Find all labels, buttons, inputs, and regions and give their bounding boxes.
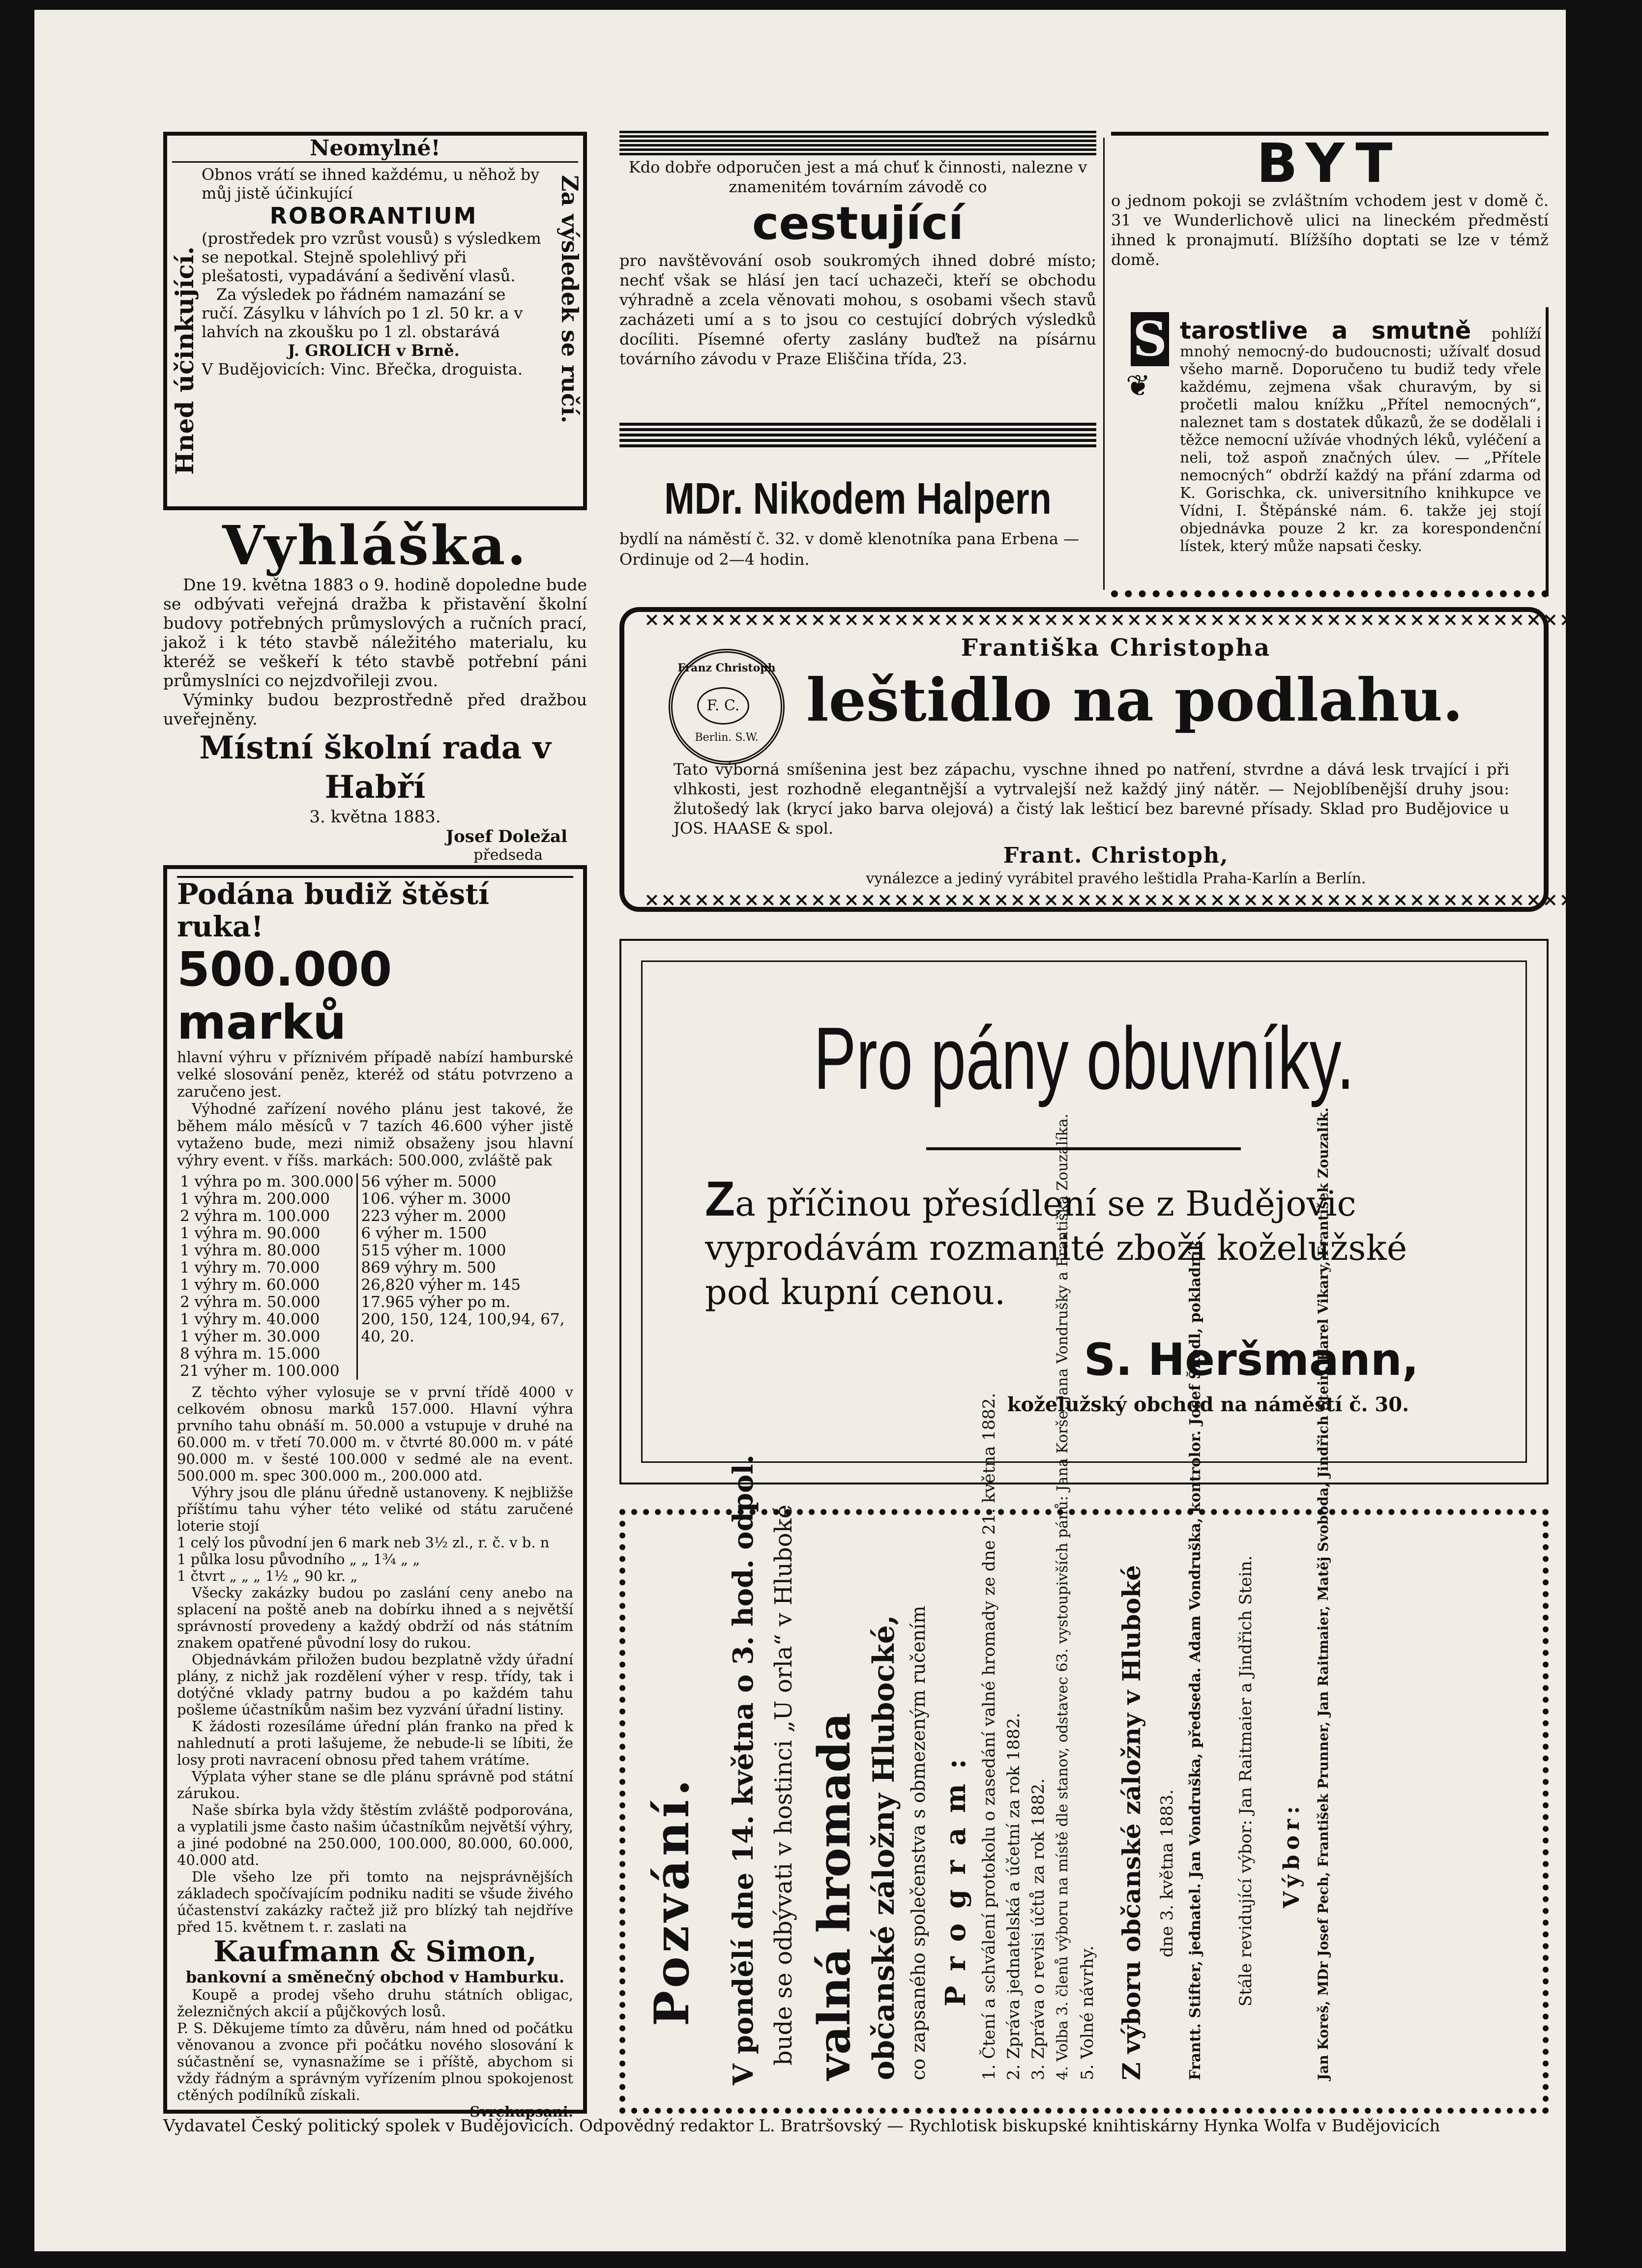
- byt-title: BYT: [1111, 132, 1549, 191]
- seal-mid-text: F. C.: [697, 687, 749, 725]
- pozvani-officers: Frantt. Stifter, jednatel. Jan Vondruška, předseda. Adam Vondruška, kontrolor. Josef Škedl, pokladník.: [1187, 1235, 1204, 2080]
- pozvani-when: V pondělí dne 14. května o 3. hod. odpol.: [727, 1454, 760, 2085]
- pozvani-committee: Z výboru občanské záložny v Hluboké: [1117, 1565, 1146, 2080]
- lottery-price-whole: 1 celý los původní jen 6 mark neb 3½ zl., r. č. v b. n: [177, 1534, 550, 1551]
- neomylne-guarantee: Za výsledek po řádném namazání se ručí. Zásylku v láhvích po 1 zl. 50 kr. a v lahvích na zkoušku po 1 zl. obstarává: [202, 285, 523, 341]
- pozvani-board-title: Výbor:: [1279, 1801, 1304, 1908]
- lottery-plan: Výhry jsou dle plánu úředně ustanoveny. K nejbližše příštímu tahu výher této veliké od státu zaručené loterie stojí: [177, 1484, 573, 1534]
- neomylne-title: Neomylné!: [172, 136, 578, 163]
- prize-left-row: 1 výhry m. 70.000: [180, 1259, 320, 1277]
- neomylne-desc: (prostředek pro vzrůst vousů) s výsledkem se nepotkal. Stejně spolehlivý při plešatosti, vypadávání a šedivění vlasů.: [202, 229, 541, 285]
- halpern-ad: [619, 469, 1096, 587]
- vyhlaska-signer: Josef Doležal: [446, 827, 567, 846]
- christoph-ad: [619, 607, 1642, 912]
- cestujici-ad: [619, 157, 1096, 423]
- obuvniky-divider: [926, 1147, 1241, 1150]
- christoph-bottom-border: ⨯⨯⨯⨯⨯⨯⨯⨯⨯⨯⨯⨯⨯⨯⨯⨯⨯⨯⨯⨯⨯⨯⨯⨯⨯⨯⨯⨯⨯⨯⨯⨯⨯⨯⨯⨯⨯⨯⨯⨯⨯⨯⨯⨯⨯⨯⨯⨯⨯⨯⨯⨯⨯⨯⨯⨯⨯⨯⨯⨯: [644, 888, 1642, 910]
- lottery-intro: hlavní výhru v příznivém případě nabízí hamburské velké slosování peněz, kteréž od státu potvrzeno a zaručeno jest.: [177, 1049, 573, 1101]
- lottery-request: K žádosti rozesíláme úřední plán franko na před k nahlednutí a proti lašujeme, že nebude-li se líbiti, že losy proti navracení obnosu před tahem vrátíme.: [177, 1718, 573, 1768]
- prize-right-row: 223 výher m. 2000: [361, 1207, 506, 1225]
- lottery-orders: Všecky zakázky budou po zaslání ceny anebo na splacení na poště aneb na dobírku ihned a s největší správností provedeny a každý obdrží od nás státním znakem opatřené původní losy do rukou.: [177, 1584, 573, 1651]
- prize-right-row: 200, 150, 124, 100,94, 67,: [361, 1310, 565, 1328]
- neomylne-product: ROBORANTIUM: [269, 203, 478, 229]
- starostlive-title: tarostlive a smutně: [1180, 317, 1471, 345]
- vyhlaska-title: Vyhláška.: [222, 514, 528, 577]
- column-rule: [1103, 138, 1105, 590]
- obuvniky-address: koželužský obchod na náměstí č. 30.: [1007, 1393, 1409, 1416]
- pozvani-committee-date: dne 3. května 1883.: [1157, 1789, 1177, 1957]
- newspaper-page: [34, 10, 1642, 2251]
- prize-left-row: 1 výhra po m. 300.000: [180, 1173, 354, 1191]
- christoph-top-border: ⨯⨯⨯⨯⨯⨯⨯⨯⨯⨯⨯⨯⨯⨯⨯⨯⨯⨯⨯⨯⨯⨯⨯⨯⨯⨯⨯⨯⨯⨯⨯⨯⨯⨯⨯⨯⨯⨯⨯⨯⨯⨯⨯⨯⨯⨯⨯⨯⨯⨯⨯⨯⨯⨯⨯⨯⨯⨯⨯⨯: [644, 608, 1642, 630]
- neomylne-ad: [163, 132, 587, 510]
- obuvniky-ad: [619, 939, 1549, 1484]
- lottery-ps: P. S. Děkujeme tímto za důvěru, nám hned od počátku věnovanou a zvonce při počátku nového slosování k súčastnění se, vynasnažíme se i příště, abychom si vždy řádným a správným vyřízením plnou spokojenost ctěných podílníků získali.: [177, 2020, 573, 2103]
- lottery-ps-sign: Svrchupsani.: [469, 2103, 573, 2120]
- prize-left-row: 21 výher m. 100.000: [180, 1362, 340, 1380]
- vyhlaska-conditions: Výminky budou bezprostředně před dražbou uveřejněny.: [163, 690, 587, 728]
- footer-imprint: Vydavatel Český politický spolek v Budějovicích. Odpovědný redaktor L. Bratršovský — Rychlotisk biskupské knihtiskárny Hynka Wolfa v Budějovicích: [163, 2116, 1440, 2136]
- prize-left-row: 8 výhra m. 15.000: [180, 1345, 321, 1363]
- lottery-list: Objednávkám přiložen budou bezplatně vždy úřadní plány, z nichž jak rozdělení výher v resp. třídy, tak i dotýčné vklady patrny budou a po každém tahu pošleme účastníkům našim bez vyzvání úřadní listiny.: [177, 1651, 573, 1718]
- lottery-heading: Podána budiž štěstí ruka!: [177, 876, 573, 943]
- prize-left-row: 1 výher m. 30.000: [180, 1328, 321, 1345]
- lottery-firm-note: Koupě a prodej všeho druhu státních obligac, železničných akcií a půjčkových losů.: [177, 1986, 573, 2020]
- prize-right-row: 106. výher m. 3000: [361, 1190, 511, 1208]
- prize-left-row: 2 výhra m. 100.000: [180, 1207, 330, 1225]
- prize-left-row: 1 výhra m. 90.000: [180, 1224, 321, 1242]
- prize-right-row: 40, 20.: [361, 1328, 414, 1345]
- cestujici-bottom-rule: [619, 423, 1096, 447]
- neomylne-side-left: Hned účinkující.: [170, 246, 199, 475]
- lottery-firm: Kaufmann & Simon,: [213, 1935, 537, 1968]
- program-item: 3. Zpráva o revisi účtů za rok 1882.: [1028, 1778, 1048, 2080]
- starostlive-lead: pohlíží mnohý nemocný-do budoucnosti; užívalť dosud všeho marně.: [1180, 325, 1541, 378]
- prize-right-row: 17.965 výher po m.: [361, 1293, 511, 1311]
- seal-top-text: Franz Christoph: [677, 662, 776, 674]
- halpern-text: bydlí na náměstí č. 32. v domě klenotníka pana Erbena — Ordinuje od 2—4 hodin.: [619, 529, 1080, 569]
- lottery-payment: Výplata výher stane se dle plánu správně pod státní zárukou.: [177, 1768, 573, 1802]
- prize-left-row: 2 výhra m. 50.000: [180, 1293, 321, 1311]
- program-item: 1. Čtení a schválení protokolu o zasedání valné hromady ze dne 21. května 1882.: [979, 1393, 999, 2080]
- lottery-amount: 500.000 marků: [177, 942, 392, 1050]
- prize-right-row: 515 výher m. 1000: [361, 1242, 506, 1259]
- pozvani-revision: Stále revidující výbor: Jan Raitmaier a Jindřich Stein.: [1236, 1555, 1256, 2006]
- lottery-advantage: Výhodné zařízení nového plánu jest takové, že během málo měsíců v 7 tazích 46.600 výher jistě vytaženo bude, mezi nimiž obsaženy jsou hlavní výhry event. v říšs. markách: 500.000, zvláště pak: [177, 1101, 573, 1169]
- prize-right-row: 869 výhry m. 500: [361, 1259, 496, 1277]
- christoph-product: leštidlo na podlahu.: [806, 666, 1464, 735]
- obuvniky-title: Pro pány obuvníky.: [814, 1009, 1354, 1108]
- byt-ad: [1111, 132, 1549, 279]
- seal-bottom-text: Berlin. S.W.: [695, 731, 759, 744]
- lottery-draws: Z těchto výher vylosuje se v první třídě 4000 v celkovém obnosu marků 157.000. Hlavní výhra prvního tahu obnáší m. 50.000 a vstupuje v druhé na 60.000 m. v třetí 70.000 m. v čtvrté 80.000 m. v páté 90.000 m. v šesté 100.000 v sedmé ale na event. 500.000 m. spec 300.000 m., 200.000 atd.: [177, 1384, 573, 1484]
- obuvniky-name: S. Heršmann,: [1084, 1334, 1419, 1386]
- cestujici-title: cestující: [752, 197, 964, 250]
- christoph-brand: Františka Christopha: [961, 634, 1271, 662]
- pozvani-org2: co zapsaného společenstva s obmezeným ručením: [908, 1605, 929, 2080]
- lottery-luck: Naše sbírka byla vždy štěstím zvláště podporována, a vyplatili jsme často našim účastníkům největší výhry, a jiné podobné na 250.000, 100.000, 80.000, 60.000, 40.000 atd.: [177, 1802, 573, 1868]
- neomylne-seller: V Budějovicích: Vinc. Břečka, droguista.: [202, 360, 523, 378]
- prize-left-row: 1 výhry m. 40.000: [180, 1310, 320, 1328]
- halpern-name: MDr. Nikodem Halpern: [664, 474, 1052, 523]
- neomylne-side-right: Za výsledek se ručí.: [557, 175, 583, 424]
- pozvani-org: občanské záložny Hlubocké,: [867, 1615, 901, 2080]
- starostlive-ad: [1111, 307, 1549, 597]
- cestujici-top-rule: [619, 131, 1096, 155]
- vyhlaska-notice: [163, 514, 587, 864]
- christoph-signature: Frant. Christoph,: [1003, 843, 1229, 868]
- pozvani-board: Jan Koreš, MDr Josef Pech, František Prunner, Jan Raitmaier, Matěj Svoboda, Jindřich Stein, Karel Vikary, František Zouzalík.: [1315, 1107, 1331, 2080]
- vyhlaska-date: 3. května 1883.: [309, 807, 441, 827]
- starostlive-initial: S: [1131, 312, 1169, 366]
- vyhlaska-signature: Místní školní rada v Habří: [199, 729, 551, 806]
- prize-right-row: 56 výher m. 5000: [361, 1173, 497, 1191]
- prize-left-row: 1 výhry m. 60.000: [180, 1276, 320, 1294]
- pozvani-where: bude se odbývati v hostinci „U orla“ v Hluboké: [770, 1504, 797, 2065]
- cestujici-intro: Kdo dobře odporučen jest a má chuť k činnosti, nalezne v znamenitém továrním závodě co: [628, 158, 1087, 196]
- prize-right-row: 26,820 výher m. 145: [361, 1276, 521, 1294]
- program-item: 5. Volné návrhy.: [1078, 1946, 1097, 2080]
- pozvani-program-title: Program:: [939, 1744, 972, 2006]
- prize-right-row: 6 výher m. 1500: [361, 1224, 487, 1242]
- prize-left-row: 1 výhra m. 200.000: [180, 1190, 330, 1208]
- pozvani-title: Pozvání.: [644, 1775, 700, 2026]
- program-item: 4. Volba 3. členů výboru na místě dle stanov, odstavec 63. vystoupivších pánů: Jana Korše, Jana Vondrušky a Františka Zouzalíka.: [1054, 1113, 1071, 2080]
- lottery-close: Dle všeho lze při tomto na nejsprávnějších základech spočívajícím podniku naditi se všude živého účastenství zakázky račtež již pro blízký tah nejdříve před 15. květnem t. r. zaslati na: [177, 1868, 573, 1935]
- obuvniky-body: a příčinou přesídlení se z Budějovic vyprodávám rozmanité zboží koželužské pod kupní cenou.: [705, 1184, 1407, 1312]
- lottery-firm-desc: bankovní a směnečný obchod v Hamburku.: [185, 1968, 565, 1986]
- cestujici-body: pro navštěvování osob soukromých ihned dobré místo; nechť však se hlásí jen tací uchazeči, kteří se obchodu výhradně a zcela věnovati mohou, s osobami všech stavů zacházeti umí a s to jsou co cestující dobrých výsledků docíliti. Písemné oferty zaslány buďtež na písárnu továrního závodu v Praze Eliščina třída, 23.: [619, 251, 1096, 368]
- ornament-icon: ❦: [1126, 369, 1151, 403]
- christoph-body: Tato výborná smíšenina jest bez zápachu, vyschne ihned po natření, stvrdne a dává lesk trvající i při vlhkosti, jest rozhodně elegantnější a vytrvalejší než každý jiný nátěr. — Nejoblíbenější druhy jsou: žlutošedý lak (krycí jako barva olejová) a čistý lak lešticí bez barevné přísady. Sklad pro Budějovice u JOS. HAASE & spol.: [674, 760, 1509, 838]
- christoph-maker: vynálezce a jediný vyrábitel pravého leštidla Praha-Karlín a Berlín.: [866, 870, 1366, 887]
- lottery-ad: [163, 865, 587, 2120]
- obuvniky-initial: Z: [705, 1171, 735, 1226]
- pozvani-event: valná hromada: [808, 1713, 860, 2080]
- vyhlaska-role: předseda: [473, 846, 543, 864]
- neomylne-line1: Obnos vrátí se ihned každému, u něhož by můj jistě účinkující: [202, 165, 540, 203]
- christoph-seal: [669, 649, 785, 765]
- lottery-price-half: 1 půlka losu původního „ „ 1¾ „ „: [177, 1551, 420, 1568]
- prize-left-row: 1 výhra m. 80.000: [180, 1242, 321, 1259]
- starostlive-body: Doporučeno tu budiž tedy vřele každému, zejmena však churavým, by si pročetli malou knížku „Přítel nemocných“, naleznet tam s dostatek důkazů, že se dodělali i těžce nemocní užíváe vhodných léků, vyléčení a neli, tož aspoň značných úlev. — „Přítele nemocných“ obdrží každý na přání zdarma od K. Gorischka, ck. universitního knihkupce ve Vídni, I. Štěpánské nám. 6. takže jej stojí objednávka pouze 2 kr. za korespondenční lístek, který může napsati česky.: [1180, 361, 1541, 555]
- lottery-prize-table: [177, 1173, 568, 1380]
- lottery-price-quarter: 1 čtvrt „ „ „ 1½ „ 90 kr. „: [177, 1568, 358, 1584]
- neomylne-maker: J. GROLICH v Brně.: [288, 341, 460, 360]
- vyhlaska-body: Dne 19. května 1883 o 9. hodině dopoledne bude se odbývati veřejná dražba k přistavění školní budovy potřebných průmyslových a ručních prací, jakož i k této stavbě náležitého materialu, ku kteréž se veškeří k této stavbě potřební páni průmyslníci co nejzdvořileji zvou.: [163, 575, 587, 690]
- program-item: 2. Zpráva jednatelská a účetní za rok 1882.: [1004, 1713, 1024, 2080]
- byt-text: o jednom pokoji se zvláštním vchodem jest v domě č. 31 ve Wunderlichově ulici na lineckém předměstí ihned k pronajmutí. Blížšího doptati se lze v témž domě.: [1111, 191, 1549, 269]
